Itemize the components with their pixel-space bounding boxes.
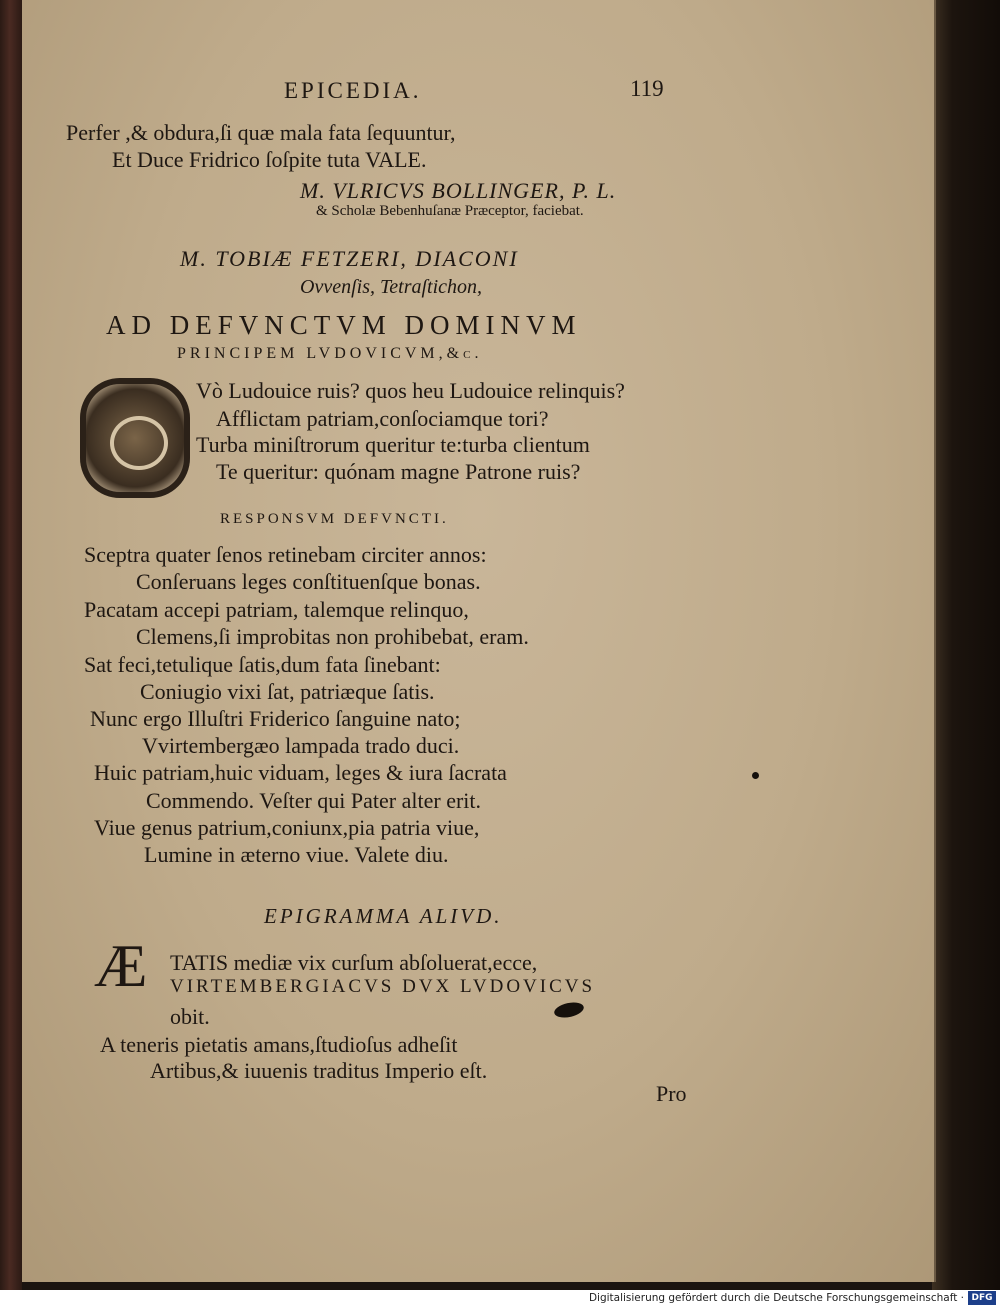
verse-line: A teneris pietatis amans,ſtudioſus adheſit (100, 1032, 458, 1057)
ink-dot (752, 772, 759, 779)
verse-line: Vò Ludouice ruis? quos heu Ludouice relinquis? (196, 378, 625, 403)
author-title: & Scholæ Bebenhuſanæ Præceptor, faciebat. (316, 203, 584, 219)
catchword: Pro (656, 1081, 687, 1106)
poem-title: AD DEFVNCTVM DOMINVM (106, 310, 582, 340)
initial-letter: Æ (94, 933, 148, 999)
verse-line: Sceptra quater ſenos retinebam circiter annos: (84, 542, 487, 567)
dfg-logo: DFG (968, 1291, 996, 1305)
section-heading: RESPONSVM DEFVNCTI. (220, 511, 449, 527)
verse-line: Te queritur: quónam magne Patrone ruis? (216, 459, 581, 484)
poem-subtitle-line: PRINCIPEM LVDOVICVM,&c. (177, 345, 483, 362)
verse-line: Commendo. Veſter qui Pater alter erit. (146, 788, 482, 813)
verse-line: Clemens,ſi improbitas non prohibebat, eram. (136, 624, 529, 649)
verse-line: Lumine in æterno viue. Valete diu. (144, 842, 449, 867)
section-heading: EPIGRAMMA ALIVD. (264, 904, 503, 928)
text-line: Perfer ,& obdura,ſi quæ mala fata ſequuntur, (66, 120, 456, 145)
poem-subtitle: Ovvenſis, Tetraſtichon, (300, 276, 483, 298)
book-binding-edge (0, 0, 22, 1290)
verse-line: Viue genus patrium,coniunx,pia patria viue, (94, 815, 480, 840)
poem-author-heading: M. TOBIÆ FETZERI, DIACONI (180, 246, 519, 271)
verse-line: Turba miniſtrorum queritur te:turba clientum (196, 432, 590, 457)
verse-line: Coniugio vixi ſat, patriæque ſatis. (140, 679, 435, 704)
verse-line: Artibus,& iuuenis traditus Imperio eſt. (150, 1058, 488, 1083)
verse-line: Pacatam accepi patriam, talemque relinquo, (84, 597, 469, 622)
text-line: Et Duce Fridrico ſoſpite tuta VALE. (112, 147, 427, 172)
verse-line: Nunc ergo Illuſtri Friderico ſanguine nato; (90, 706, 461, 731)
verse-line: Afflictam patriam,conſociamque tori? (216, 406, 549, 431)
verse-line: TATIS mediæ vix curſum abſoluerat,ecce, (170, 950, 538, 975)
author-name: M. VLRICVS BOLLINGER, P. L. (300, 178, 617, 203)
running-header: EPICEDIA. (284, 78, 422, 103)
book-page-stack-edge (932, 0, 1000, 1290)
verse-line: obit. (170, 1004, 210, 1029)
page-number: 119 (630, 76, 664, 101)
funding-credit: Digitalisierung gefördert durch die Deutsche Forschungsgemeinschaft · (588, 1292, 964, 1304)
decorated-initial-q (80, 378, 190, 498)
verse-line: VIRTEMBERGIACVS DVX LVDOVICVS (170, 976, 596, 997)
verse-line: Vvirtembergæo lampada trado duci. (142, 733, 460, 758)
verse-line: Huic patriam,huic viduam, leges & iura ſacrata (94, 760, 507, 785)
verse-line: Sat feci,tetulique ſatis,dum fata ſinebant: (84, 652, 441, 677)
verse-line: Conſeruans leges conſtituenſque bonas. (136, 569, 481, 594)
